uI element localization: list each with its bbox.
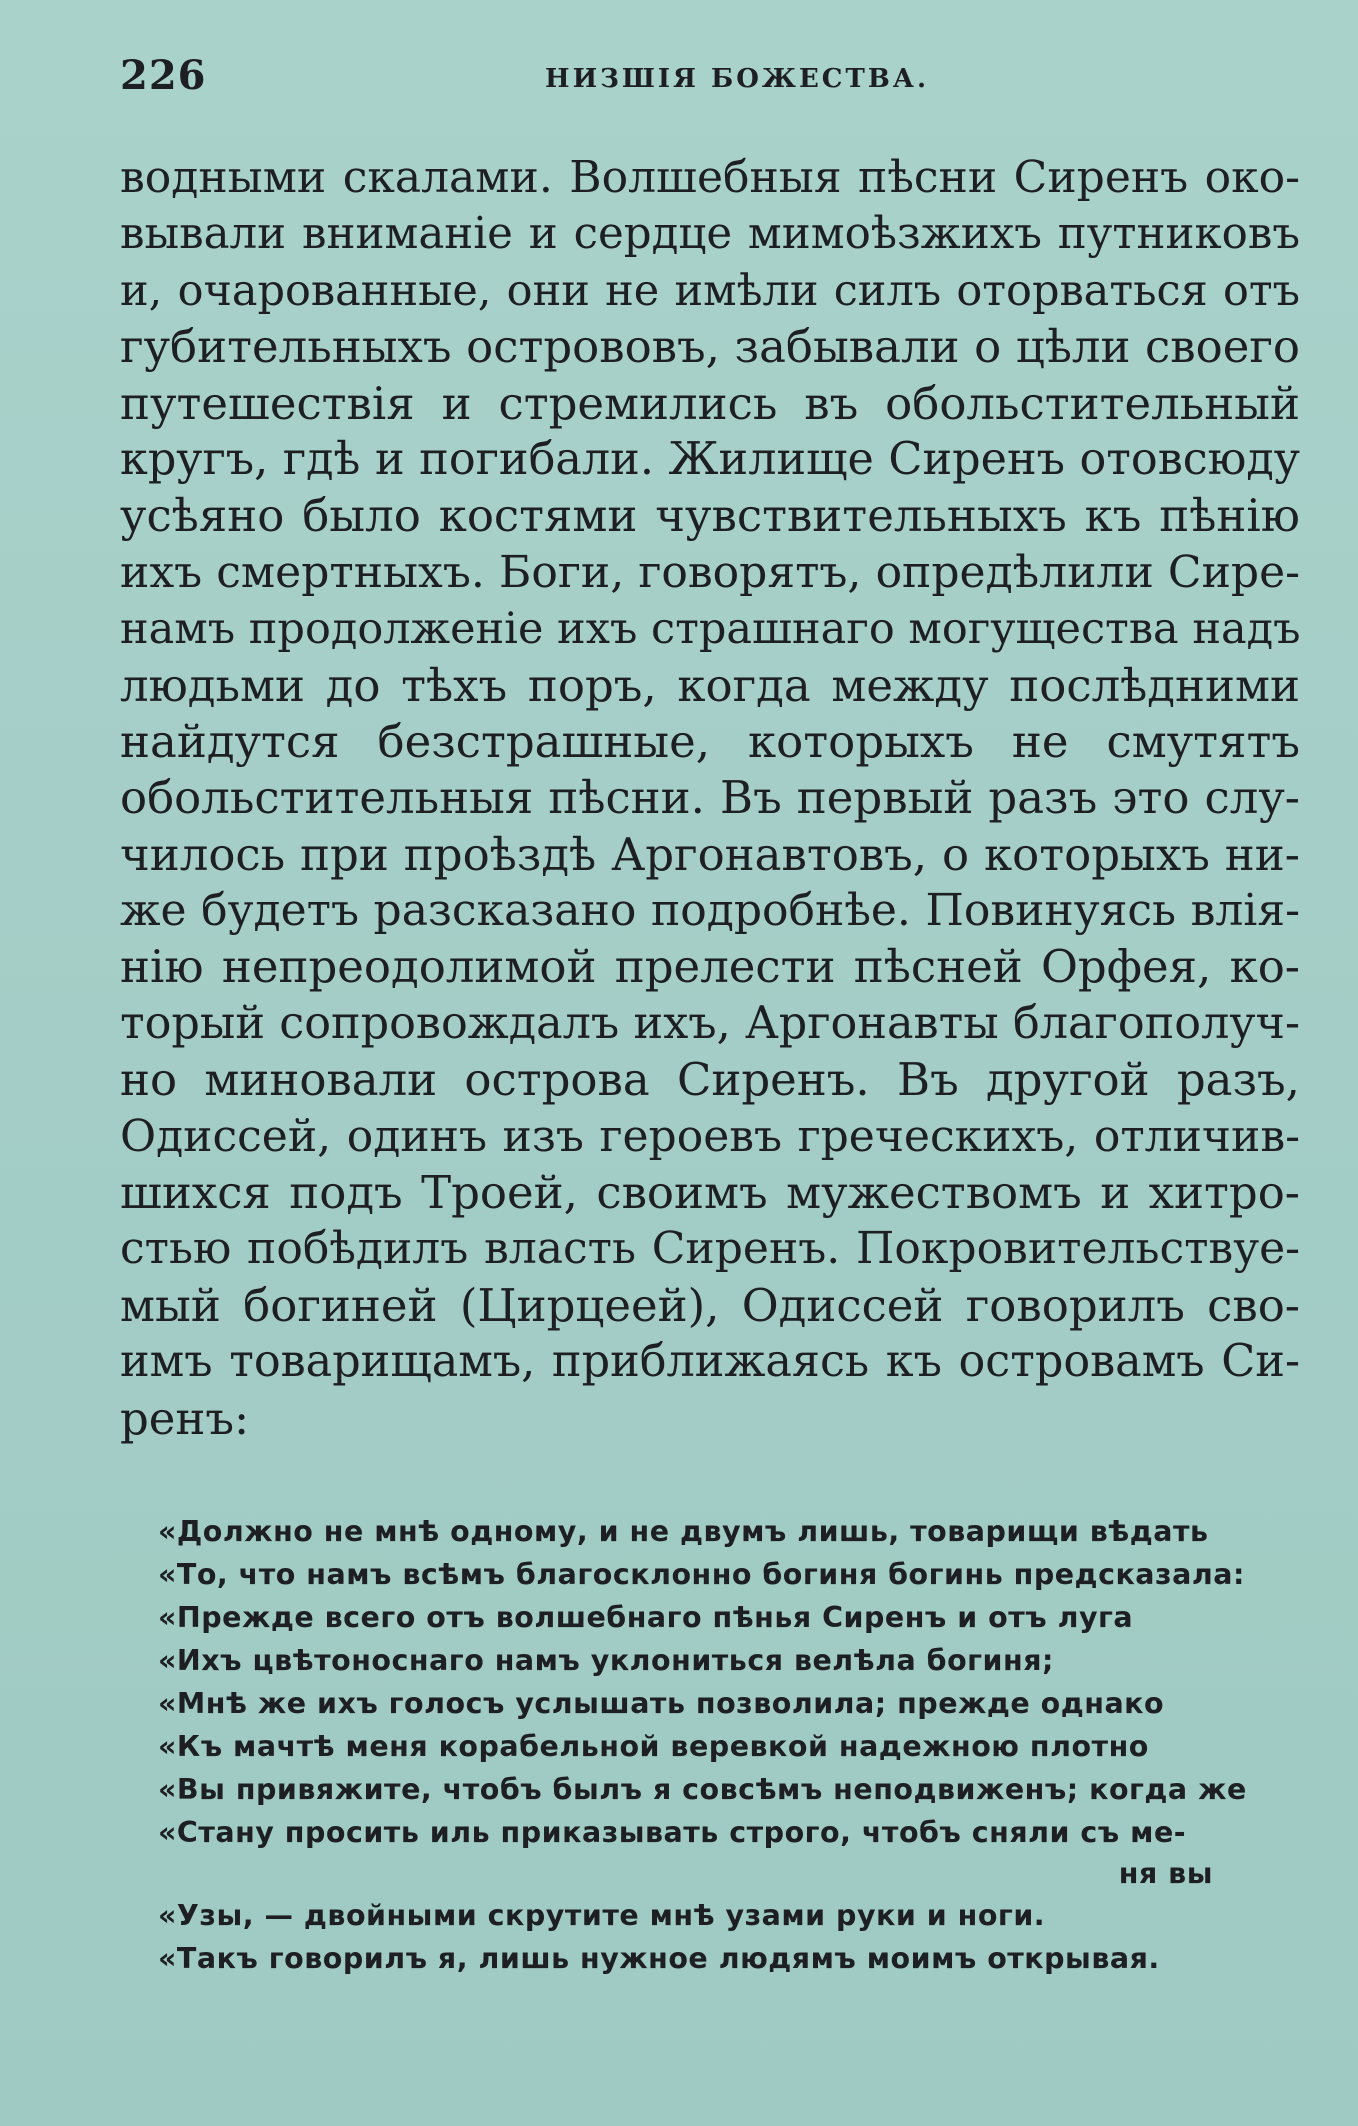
text-line: кругъ, гдѣ и погибали. Жилище Сиренъ отовсюду <box>120 433 1300 485</box>
text-line: шихся подъ Троей, своимъ мужествомъ и хитро- <box>120 1166 1300 1220</box>
text-line: путешествія и стремились въ обольстительный <box>120 376 1300 430</box>
text-line: найдутся безстрашные, которыхъ не смутятъ <box>120 714 1300 768</box>
text-line: Одиссей, одинъ изъ героевъ греческихъ, отличив- <box>120 1110 1300 1162</box>
running-head: НИЗШІЯ БОЖЕСТВА. <box>545 64 930 94</box>
verse-line: «Вы привяжите, чтобъ былъ я совсѣмъ неподвиженъ; когда же <box>158 1773 1247 1806</box>
text-line: намъ продолженіе ихъ страшнаго могущества надъ <box>120 604 1301 655</box>
verse-line: «Къ мачтѣ меня корабельной веревкой надежною плотно <box>158 1730 1149 1763</box>
text-line: же будетъ разсказано подробнѣе. Повинуясь влія- <box>120 885 1300 937</box>
verse-line: «То, что намъ всѣмъ благосклонно богиня богинь предсказала: <box>158 1558 1245 1591</box>
text-line: нію непреодолимой прелести пѣсней Орфея, ко- <box>120 940 1300 994</box>
text-line: ихъ смертныхъ. Боги, говорятъ, опредѣлили Сире- <box>120 546 1300 598</box>
verse-line: «Мнѣ же ихъ голосъ услышать позволила; прежде однако <box>158 1687 1165 1720</box>
verse-quotation <box>158 1510 1318 1980</box>
page-header <box>120 52 1270 112</box>
text-line: обольстительныя пѣсни. Въ первый разъ это слу- <box>120 771 1300 825</box>
page-number: 226 <box>120 52 207 99</box>
text-line: но миновали острова Сиренъ. Въ другой разъ, <box>120 1053 1300 1107</box>
text-line: ренъ: <box>120 1391 250 1445</box>
verse-line: «Такъ говорилъ я, лишь нужное людямъ моимъ открывая. <box>158 1942 1160 1975</box>
verse-line: «Прежде всего отъ волшебнаго пѣнья Сиренъ и отъ луга <box>158 1601 1134 1634</box>
text-line: имъ товарищамъ, приближаясь къ островамъ Си- <box>120 1336 1300 1388</box>
text-line: усѣяно было костями чувствительныхъ къ пѣнію <box>120 489 1300 543</box>
text-line: и, очарованные, они не имѣли силъ оторваться отъ <box>120 265 1300 316</box>
text-line: водными скалами. Волшебныя пѣсни Сиренъ око- <box>120 152 1300 203</box>
text-line: стью побѣдилъ власть Сиренъ. Покровительствуе- <box>120 1223 1300 1275</box>
text-line: торый сопровождалъ ихъ, Аргонавты благополуч- <box>120 997 1300 1049</box>
verse-line: «Ихъ цвѣтоноснаго намъ уклониться велѣла богиня; <box>158 1644 1054 1677</box>
prose-paragraph <box>120 150 1300 1447</box>
text-line: мый богиней (Цирцеей), Одиссей говорилъ сво- <box>120 1278 1300 1332</box>
verse-line-continuation: ня вы <box>1118 1857 1213 1890</box>
verse-line: «Должно не мнѣ одному, и не двумъ лишь, товарищи вѣдать <box>158 1515 1209 1548</box>
text-line: чилось при проѣздѣ Аргонавтовъ, о которыхъ ни- <box>120 827 1300 881</box>
text-line: губительныхъ острововъ, забывали о цѣли своего <box>120 320 1300 374</box>
verse-line: «Стану просить иль приказывать строго, чтобъ сняли съ ме- <box>158 1816 1187 1849</box>
text-line: вывали вниманіе и сердце мимоѣзжихъ путниковъ <box>120 209 1300 260</box>
text-line: людьми до тѣхъ поръ, когда между послѣдними <box>120 658 1300 712</box>
verse-line: «Узы, — двойными скрутите мнѣ узами руки и ноги. <box>158 1899 1046 1932</box>
